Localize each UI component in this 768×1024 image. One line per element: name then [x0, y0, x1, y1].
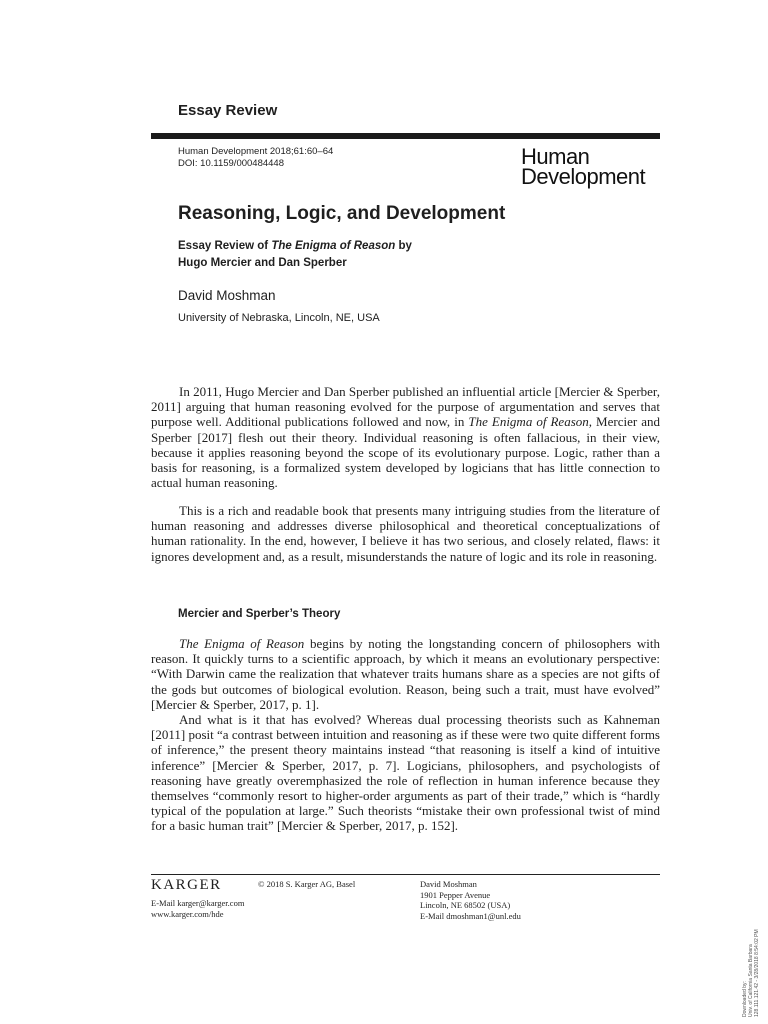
- subtitle-suffix: by: [395, 240, 412, 252]
- copyright-notice: © 2018 S. Karger AG, Basel: [258, 879, 356, 889]
- correspondence-email[interactable]: E-Mail dmoshman1@unl.edu: [420, 910, 521, 921]
- publisher-contact: [151, 898, 244, 919]
- intro-paragraph-1: [151, 384, 660, 490]
- download-stamp-line2: Univ. of California Santa Barbara: [748, 944, 754, 1017]
- article-subtitle: [178, 238, 412, 272]
- correspondence-street: 1901 Pepper Avenue: [420, 889, 491, 900]
- subtitle-line1: [178, 238, 412, 255]
- journal-logo: [521, 144, 646, 189]
- intro-p1-text-b: Mercier and Sperber [2017] flesh out their theory. Individual reasoning is often fallacious, in their view, because it applies reasoning beyond the scope of its evolutionary purpose. Logic, rather than a basis for reasoning, is a formalized system developed by logicians that has little connection to actual human reasoning.: [151, 414, 660, 491]
- author-affiliation: University of Nebraska, Lincoln, NE, USA: [178, 312, 380, 324]
- section-heading: Mercier and Sperber’s Theory: [178, 608, 341, 620]
- citation: [178, 146, 333, 170]
- section-label: Essay Review: [178, 102, 278, 119]
- subtitle-book-title: The Enigma of Reason: [271, 240, 396, 252]
- citation-journal: Human Development 2018;61:60–64: [178, 146, 334, 157]
- publisher-logo: KARGER: [151, 877, 222, 893]
- download-stamp-line3: 128.111.121.42 - 3/28/2018 8:54:02 PM: [754, 929, 760, 1017]
- article-title: Reasoning, Logic, and Development: [178, 203, 506, 224]
- citation-doi[interactable]: DOI: 10.1159/000484448: [178, 158, 284, 169]
- download-stamp: [742, 929, 760, 1017]
- body-p1-book-title: The Enigma of Reason: [179, 636, 305, 651]
- intro-p1-text-a: In 2011, Hugo Mercier and Dan Sperber published an influential article [Mercier & Sperber, 2011] arguing that human reasoning evolved for the purpose of argumentation and serves that purpose well. Additional publications followed and now, in: [151, 384, 660, 430]
- footer-rule: [151, 874, 660, 875]
- intro-paragraph-2: This is a rich and readable book that presents many intriguing studies from the literature of human reasoning and addresses diverse philosophical and theoretical conceptualizations of human rationality. In the end, however, I believe it has two serious, and closely related, flaws: it ignores development and, as a result, misunderstands the nature of logic and its role in reasoning.: [151, 503, 660, 564]
- journal-logo-line2: Development: [521, 164, 646, 189]
- intro-p1-book-title: The Enigma of Reason,: [468, 414, 593, 430]
- journal-logo-line1: Human: [521, 144, 590, 169]
- subtitle-line2: Hugo Mercier and Dan Sperber: [178, 257, 347, 269]
- download-stamp-line1: Downloaded by:: [742, 981, 748, 1017]
- body-paragraph-2: And what is it that has evolved? Whereas dual processing theorists such as Kahneman [2011] posit “a contrast between intuition and reasoning as if these were two quite different forms of inference,” the present theory maintains instead “that reasoning is itself a kind of intuitive inference” [Mercier & Sperber, 2017, p. 7]. Logicians, philosophers, and psychologists of reasoning have greatly overemphasized the role of reflection in human inference because they themselves “commonly resort to higher-order arguments as part of their trade,” which is “hardly typical of the population at large.” Such theorists “mistake their own professional twist of mind for a basic human trait” [Mercier & Sperber, 2017, p. 152].: [151, 712, 660, 834]
- correspondence-city: Lincoln, NE 68502 (USA): [420, 900, 511, 910]
- correspondence-name: David Moshman: [420, 879, 477, 889]
- publisher-email[interactable]: E-Mail karger@karger.com: [151, 898, 245, 908]
- publisher-website[interactable]: www.karger.com/hde: [151, 908, 224, 919]
- body-paragraph-1: [151, 636, 660, 712]
- top-rule: [151, 133, 660, 139]
- correspondence-address: [420, 879, 521, 921]
- author-name: David Moshman: [178, 288, 276, 303]
- subtitle-prefix: Essay Review of: [178, 240, 272, 252]
- body-p1-text: begins by noting the longstanding concern of philosophers with reason. It quickly turns to a scientific approach, by which it means an evolutionary perspective: “With Darwin came the realization that whatever traits humans share as a species are not gifts of the gods but outcomes of biological evolution. Reason, being such a trait, must have evolved” [Mercier & Sperber, 2017, p. 1].: [151, 636, 660, 712]
